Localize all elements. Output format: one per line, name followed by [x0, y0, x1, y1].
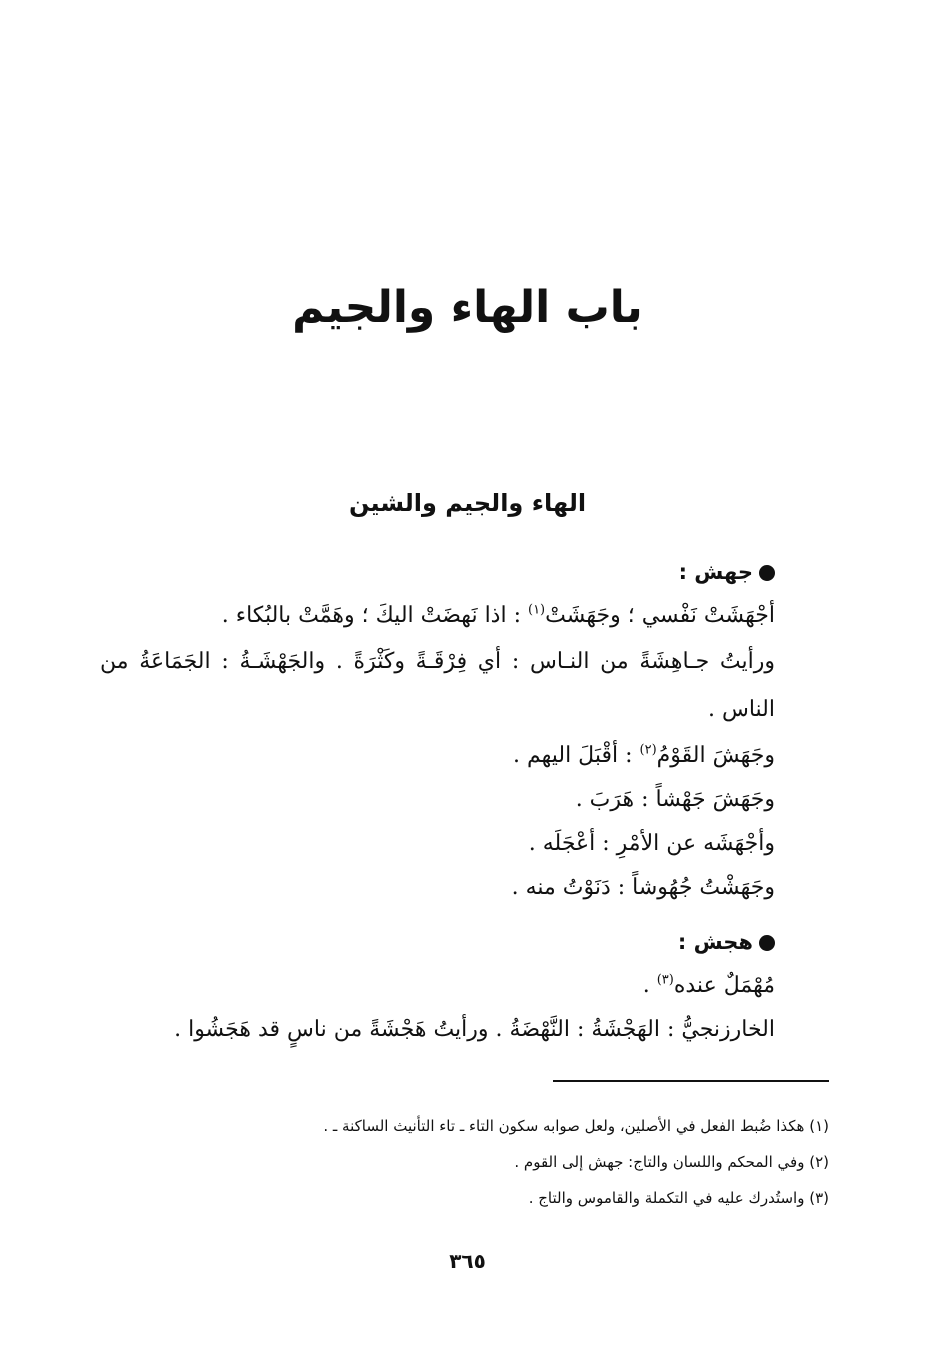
headword-text: هجش :: [677, 930, 753, 954]
headword-text: جهش :: [678, 560, 753, 584]
entry-line-text: وجَهَشَ القَوْمُ: [656, 743, 775, 768]
entry-line: وجَهَشَ جَهْشاً : هَرَبَ .: [575, 787, 775, 812]
entry-line: [100, 594, 775, 638]
entry-line-text: مُهْمَلٌ عنده: [673, 973, 775, 998]
entry-line: وأجْهَشَه عن الأمْرِ : أعْجَلَه .: [528, 831, 775, 856]
footnote-ref: (١): [527, 602, 546, 618]
entry-line: وجَهَشْتُ جُهُوشاً : دَنَوْتُ منه .: [511, 875, 775, 900]
entry-line-text: : اذا نَهضَتْ اليكَ ؛ وهَمَّتْ بالبُكاء .: [221, 603, 528, 628]
entry-line: [100, 734, 775, 778]
page-number: ٣٦٥: [449, 1249, 486, 1273]
footnotes: [80, 1108, 829, 1216]
entry-line-text: : أقْبَلَ اليهم .: [512, 743, 640, 768]
dictionary-entry-jahash: [100, 550, 775, 910]
footnote: (٣) واستُدرك عليه في التكملة والقاموس والتاج .: [528, 1189, 829, 1207]
footnote: (٢) وفي المحكم واللسان والتاج: جهش إلى القوم .: [514, 1153, 829, 1171]
footnote-ref: (٢): [639, 742, 657, 758]
footnote: (١) هكذا ضُبط الفعل في الأصلين، ولعل صوابه سكون التاء ـ تاء التأنيث الساكنة ـ .: [323, 1117, 829, 1135]
chapter-title: باب الهاء والجيم: [292, 282, 643, 333]
entry-line-text: أجْهَشَتْ نَفْسي ؛ وجَهَشَتْ: [545, 603, 775, 628]
entry-headword: [100, 550, 775, 594]
entry-line-text: .: [642, 973, 657, 998]
footnote-ref: (٣): [656, 972, 674, 988]
section-title: الهاء والجيم والشين: [348, 489, 587, 517]
bullet-icon: [759, 565, 775, 581]
footnote-divider: [553, 1080, 829, 1082]
entry-headword: [100, 920, 775, 964]
bullet-icon: [759, 935, 775, 951]
entry-line: الخارزنجيُّ : الهَجْشَةُ : النَّهْضَةُ . ورأيتُ هَجْشَةً من ناسٍ قد هَجَشُوا .: [174, 1017, 775, 1042]
entry-line: ورأيتُ جـاهِشَةً من النـاس : أي فِرْقَـةً وكَثْرَةً . والجَهْشَـةُ : الجَمَاعَةُ من الناس .: [100, 649, 775, 722]
entry-line: [100, 964, 775, 1008]
dictionary-entry-hajash: [100, 920, 775, 1052]
